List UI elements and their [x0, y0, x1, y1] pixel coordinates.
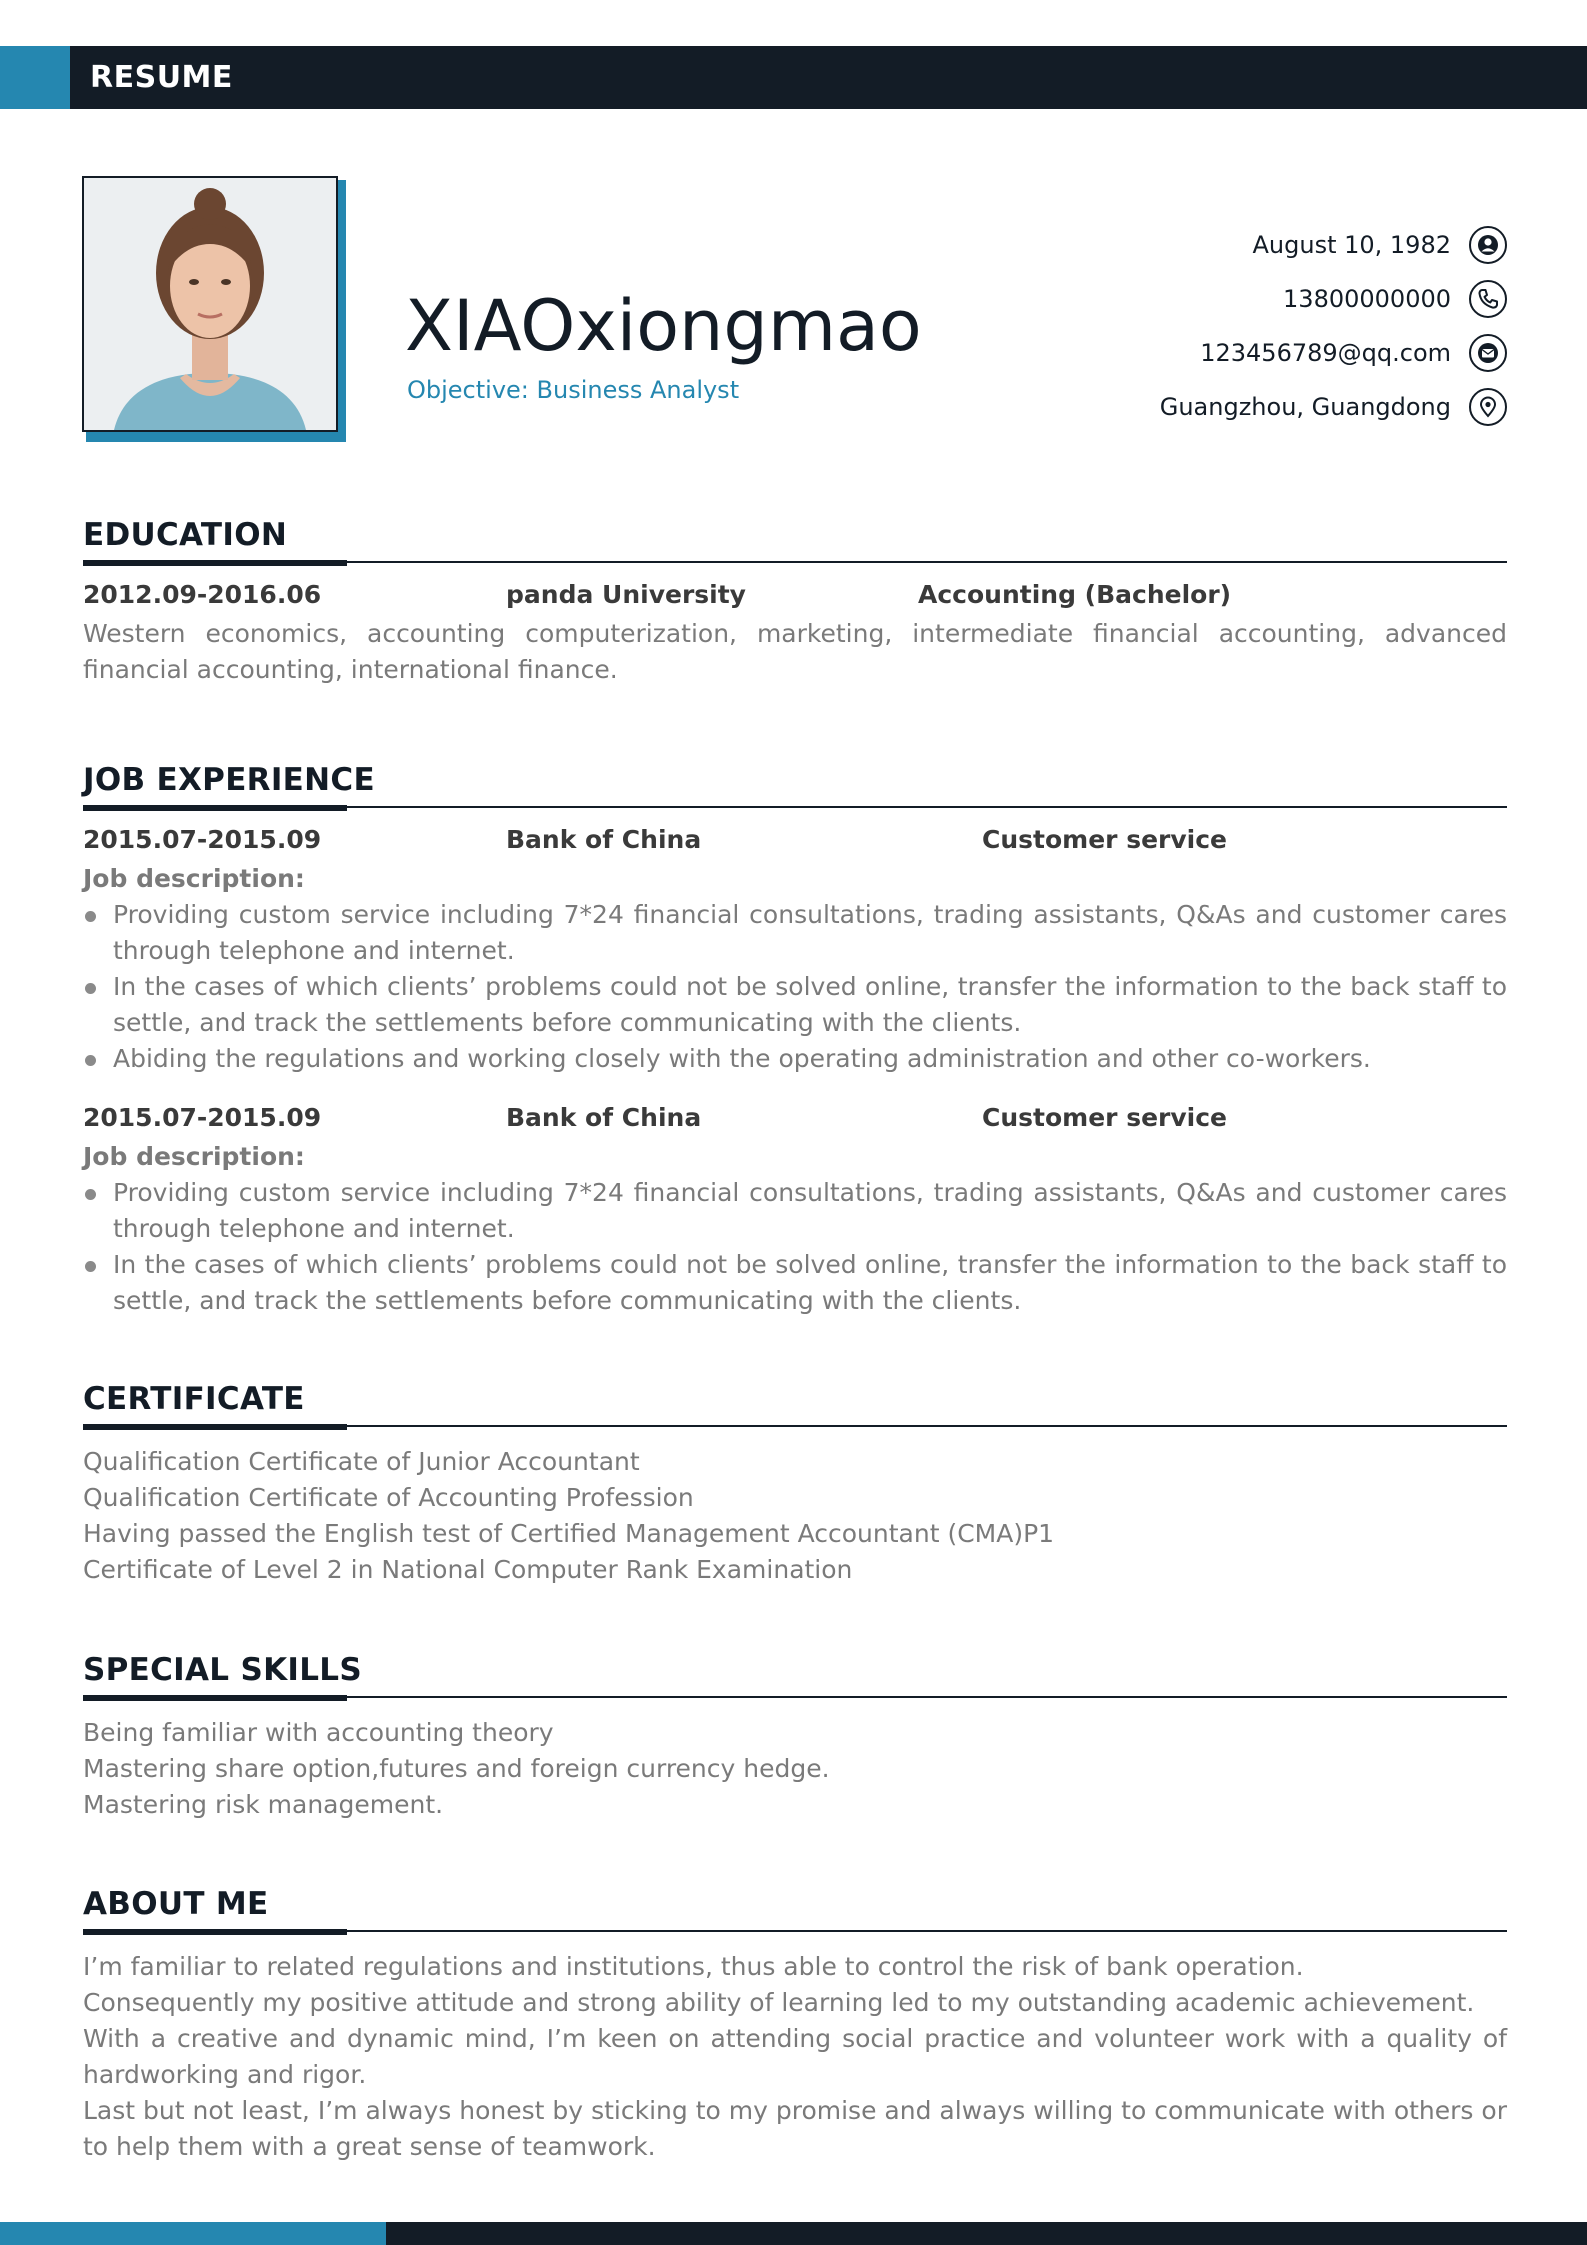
list-item: Certificate of Level 2 in National Computer Rank Examination: [83, 1555, 853, 1584]
contact-birthdate: [867, 218, 1507, 272]
section-title-about: ABOUT ME: [83, 1886, 269, 1922]
list-item: Mastering share option,futures and foreign currency hedge.: [83, 1754, 830, 1783]
list-item: In the cases of which clients’ problems could not be solved online, transfer the information to the back staff to settle, and track the settlements before communicating with the clients.: [83, 1247, 1507, 1319]
section-divider: [83, 1929, 1507, 1935]
list-item: In the cases of which clients’ problems could not be solved online, transfer the information to the back staff to settle, and track the settlements before communicating with the clients.: [83, 969, 1507, 1041]
about-paragraph: I’m familiar to related regulations and institutions, thus able to control the risk of bank operation.: [83, 1952, 1304, 1981]
profile-photo: [82, 176, 338, 432]
section-divider: [83, 1695, 1507, 1701]
job-row: [83, 825, 1507, 861]
objective: Objective: Business Analyst: [407, 376, 740, 404]
job-description-label: Job description:: [83, 1142, 305, 1171]
list-item: Qualification Certificate of Junior Accountant: [83, 1447, 640, 1476]
contact-location: [867, 380, 1507, 434]
top-banner: [0, 46, 1587, 109]
education-period: 2012.09-2016.06: [83, 580, 322, 609]
job-role: Customer service: [982, 825, 1227, 854]
job-bullets: [83, 897, 1507, 1077]
section-education: [83, 512, 1507, 688]
location-text: Guangzhou, Guangdong: [1159, 393, 1451, 421]
job-description-label: Job description:: [83, 864, 305, 893]
contact-phone: [867, 272, 1507, 326]
about-paragraph: Last but not least, I’m always honest by sticking to my promise and always willing to communicate with others or to help them with a great sense of teamwork.: [83, 2096, 1507, 2161]
phone-text: 13800000000: [1283, 285, 1451, 313]
list-item: Being familiar with accounting theory: [83, 1718, 554, 1747]
section-divider: [83, 1424, 1507, 1430]
email-text: 123456789@qq.com: [1200, 339, 1451, 367]
section-title-skills: SPECIAL SKILLS: [83, 1652, 362, 1688]
contact-list: [867, 218, 1507, 434]
list-item: Providing custom service including 7*24 financial consultations, trading assistants, Q&As and customer cares through telephone and internet.: [83, 897, 1507, 969]
section-about: [83, 1881, 1507, 2165]
list-item: Providing custom service including 7*24 financial consultations, trading assistants, Q&As and customer cares through telephone and internet.: [83, 1175, 1507, 1247]
section-skills: [83, 1647, 1507, 1823]
certificate-list: [83, 1444, 1507, 1588]
section-title-education: EDUCATION: [83, 517, 288, 553]
education-description: Western economics, accounting computerization, marketing, intermediate financial accounting, advanced financial accounting, international finance.: [83, 619, 1507, 684]
phone-icon: [1469, 280, 1507, 318]
about-paragraph: With a creative and dynamic mind, I’m keen on attending social practice and volunteer work with a quality of hardworking and rigor.: [83, 2024, 1507, 2089]
contact-email: [867, 326, 1507, 380]
section-title-experience: JOB EXPERIENCE: [83, 762, 375, 798]
banner-accent: [0, 46, 70, 109]
job-company: Bank of China: [506, 825, 702, 854]
job-period: 2015.07-2015.09: [83, 825, 322, 854]
list-item: Mastering risk management.: [83, 1790, 444, 1819]
about-paragraph: Consequently my positive attitude and strong ability of learning led to my outstanding academic achievement.: [83, 1988, 1475, 2017]
job-role: Customer service: [982, 1103, 1227, 1132]
section-divider: [83, 805, 1507, 811]
person-icon: [1469, 226, 1507, 264]
job-company: Bank of China: [506, 1103, 702, 1132]
section-divider: [83, 560, 1507, 566]
birthdate-text: August 10, 1982: [1252, 231, 1451, 259]
education-row: [83, 580, 1507, 616]
banner-title: RESUME: [90, 60, 233, 95]
footer-banner: [0, 2222, 1587, 2245]
skills-list: [83, 1715, 1507, 1823]
footer-accent: [0, 2222, 386, 2245]
section-certificate: [83, 1376, 1507, 1588]
section-title-certificate: CERTIFICATE: [83, 1381, 305, 1417]
list-item: Qualification Certificate of Accounting Profession: [83, 1483, 694, 1512]
list-item: Abiding the regulations and working closely with the operating administration and other co-workers.: [83, 1041, 1507, 1077]
section-experience: [83, 757, 1507, 1319]
email-icon: [1469, 334, 1507, 372]
location-icon: [1469, 388, 1507, 426]
education-degree: Accounting (Bachelor): [918, 580, 1232, 609]
job-row: [83, 1103, 1507, 1139]
education-school: panda University: [506, 580, 746, 609]
list-item: Having passed the English test of Certified Management Accountant (CMA)P1: [83, 1519, 1055, 1548]
job-period: 2015.07-2015.09: [83, 1103, 322, 1132]
candidate-name: XIAOxiongmao: [405, 285, 922, 367]
job-bullets: [83, 1175, 1507, 1319]
